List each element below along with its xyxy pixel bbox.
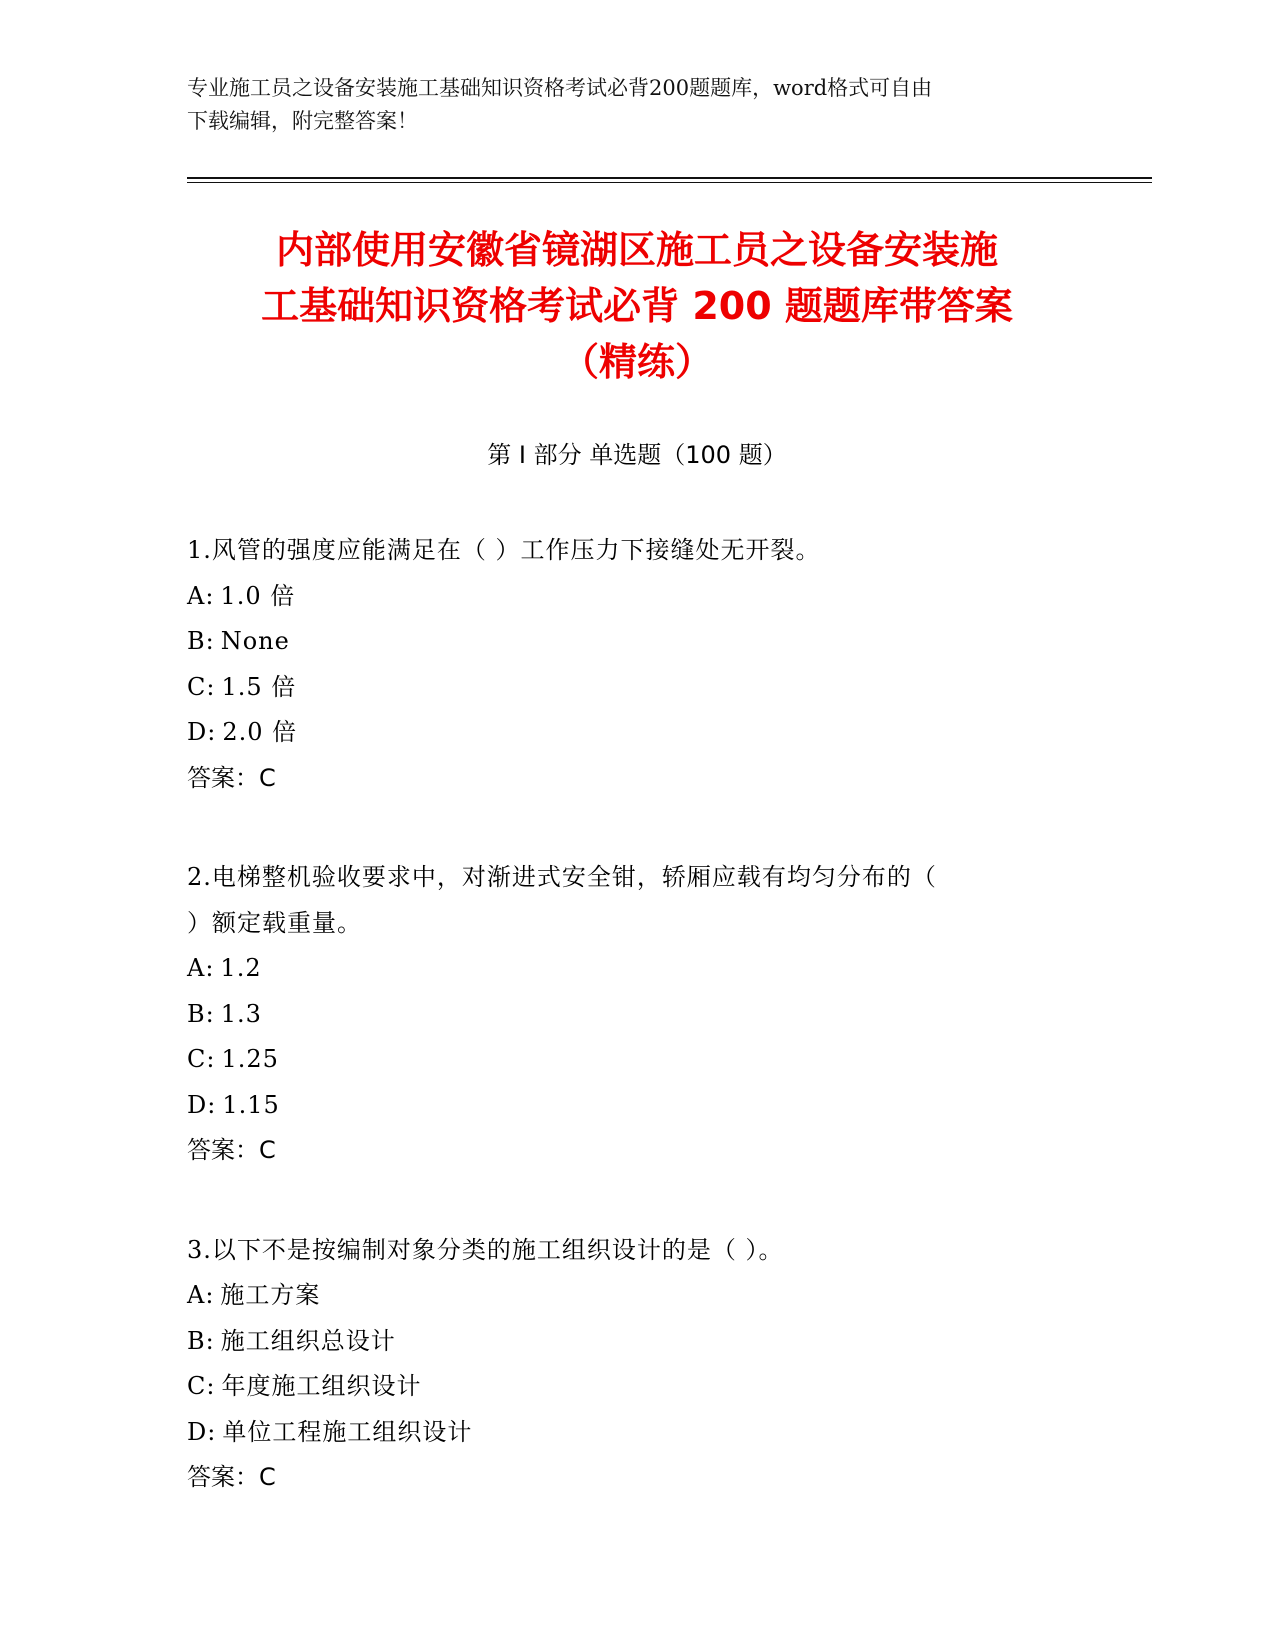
option-d: [187, 710, 1067, 756]
option-letter: D:: [187, 1417, 217, 1446]
question-3: [187, 1228, 1067, 1501]
option-text: 1.15: [222, 1090, 280, 1119]
option-letter: C:: [187, 1045, 216, 1073]
option-letter: D:: [187, 1090, 217, 1119]
header-note-line: 下载编辑，附完整答案！: [187, 109, 418, 133]
option-c: [187, 1364, 1067, 1410]
answer-label: 答案：: [187, 1463, 259, 1491]
question-2: [187, 855, 1067, 1174]
option-letter: A:: [187, 581, 215, 610]
answer-value: C: [259, 1463, 276, 1491]
option-letter: A:: [187, 954, 215, 982]
option-d: [187, 1410, 1067, 1456]
question-stem: 1.风管的强度应能满足在（ ）工作压力下接缝处无开裂。: [187, 536, 821, 564]
option-b: [187, 1319, 1067, 1365]
option-a: [187, 946, 1067, 992]
option-text: 施工方案: [220, 1281, 321, 1309]
option-c: [187, 1037, 1067, 1083]
option-d: [187, 1083, 1067, 1129]
question-stem: ）额定载重量。: [187, 908, 362, 937]
section-heading: 第 I 部分 单选题（100 题）: [487, 441, 787, 469]
answer-value: C: [259, 763, 276, 792]
option-text: None: [220, 627, 290, 655]
option-a: [187, 1273, 1067, 1319]
header-divider-thin: [187, 182, 1152, 183]
option-text: 1.3: [220, 999, 262, 1028]
document-title-line: 工基础知识资格考试必背 200 题题库带答案: [261, 284, 1013, 328]
option-text: 1.25: [221, 1045, 279, 1073]
header-note-line: 专业施工员之设备安装施工基础知识资格考试必背200题题库，word格式可自由: [187, 76, 933, 100]
option-letter: B:: [187, 999, 215, 1028]
option-text: 年度施工组织设计: [221, 1372, 422, 1400]
question-list: [187, 528, 1067, 1555]
answer-label: 答案：: [187, 763, 259, 792]
option-letter: C:: [187, 672, 216, 701]
option-letter: C:: [187, 1372, 216, 1400]
option-letter: D:: [187, 718, 217, 746]
option-text: 1.2: [220, 954, 262, 982]
option-letter: B:: [187, 627, 215, 655]
option-text: 1.0 倍: [220, 581, 296, 610]
option-b: [187, 992, 1067, 1038]
option-text: 施工组织总设计: [220, 1326, 396, 1355]
document-title-line: 内部使用安徽省镜湖区施工员之设备安装施: [275, 228, 998, 272]
answer-value: C: [259, 1136, 276, 1164]
answer-line: [187, 1455, 1067, 1501]
header-note: [187, 72, 1067, 138]
header-divider-thick: [187, 177, 1152, 179]
document-title: [187, 222, 1087, 390]
question-1: [187, 528, 1067, 801]
option-c: [187, 665, 1067, 711]
option-letter: A:: [187, 1281, 215, 1309]
option-letter: B:: [187, 1326, 215, 1355]
answer-line: [187, 756, 1067, 802]
answer-line: [187, 1128, 1067, 1174]
question-stem: 3.以下不是按编制对象分类的施工组织设计的是（ ）。: [187, 1235, 784, 1264]
document-title-line: （精练）: [560, 340, 713, 384]
question-stem: 2.电梯整机验收要求中，对渐进式安全钳，轿厢应载有均匀分布的（: [187, 863, 937, 891]
option-text: 单位工程施工组织设计: [222, 1417, 473, 1446]
option-text: 2.0 倍: [222, 718, 298, 746]
answer-label: 答案：: [187, 1136, 259, 1164]
option-b: [187, 619, 1067, 665]
option-a: [187, 574, 1067, 620]
option-text: 1.5 倍: [221, 672, 297, 701]
